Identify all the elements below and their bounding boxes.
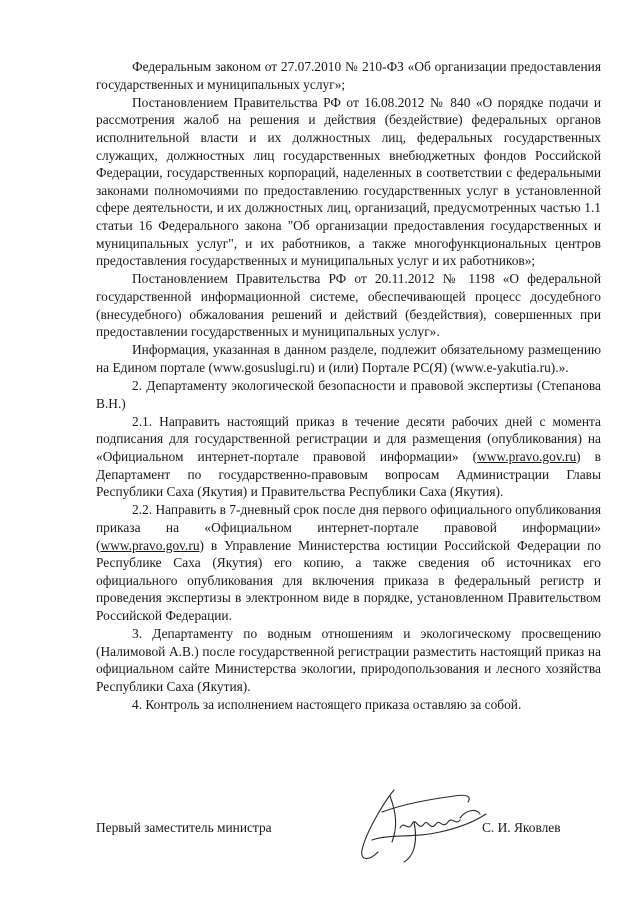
item-2-1-text-after: ) в Департамент по государственно-правовым вопросам Администрации Главы Республики Саха (Якутия) и Правительства Республики Саха (Якутия). bbox=[96, 449, 601, 500]
item-2-2-pravo-link[interactable]: www.pravo.gov.ru bbox=[100, 537, 200, 553]
item-2-2-text-after: ) в Управление Министерства юстиции Российской Федерации по Республике Саха (Якутия) его копию, а также сведения об источниках его официального опубликования для включения приказа в федеральный регистр и проведения экспертизы в электронном виде в порядке, установленном Правительством Российской Федерации. bbox=[96, 537, 601, 623]
paragraph-law-210fz: Федеральным законом от 27.07.2010 № 210-ФЗ «Об организации предоставления государственных и муниципальных услуг»; bbox=[96, 59, 601, 92]
handwritten-signature bbox=[344, 782, 504, 867]
signature-block bbox=[96, 820, 601, 850]
document-body bbox=[96, 58, 601, 714]
item-2-2-text-before: 2.2. Направить в 7-дневный срок после дня первого официального опубликования приказа на «Официальном интернет-портале правовой информации» ( bbox=[96, 502, 601, 553]
signatory-role: Первый заместитель министра bbox=[96, 820, 272, 835]
paragraph-resolution-840: Постановлением Правительства РФ от 16.08.2012 № 840 «О порядке подачи и рассмотрения жалоб на решения и действия (бездействие) федеральных органов исполнительной власти и их должностных лиц, федеральных государственных служащих, должностных лиц государственных внебюджетных фондов Российской Федерации, государственных корпораций, наделенных в соответствии с федеральными законами полномочиями по предоставлению государственных услуг в установленной сфере деятельности, и их должностных лиц, организаций, предусмотренных частью 1.1 статьи 16 Федерального закона "Об организации предоставления государственных и муниципальных услуг", и их работников, а также многофункциональных центров предоставления государственных и муниципальных услуг и их работников»; bbox=[96, 94, 601, 269]
item-2-1-text-before: 2.1. Направить настоящий приказ в течение десяти рабочих дней с момента подписания для государственной регистрации и для размещения (опубликования) на «Официальном интернет-портале правовой информации» ( bbox=[96, 413, 601, 465]
paragraph-item-2-1 bbox=[96, 413, 601, 501]
item-2-1-pravo-link[interactable]: www.pravo.gov.ru bbox=[477, 449, 577, 465]
paragraph-information-portals: Информация, указанная в данном разделе, подлежит обязательному размещению на Едином портале (www.gosuslugi.ru) и (или) Портале РС(Я) (www.e-yakutia.ru).». bbox=[96, 342, 601, 375]
paragraph-resolution-1198: Постановлением Правительства РФ от 20.11.2012 № 1198 «О федеральной государственной информационной системе, обеспечивающей процесс досудебного (внесудебного) обжалования решений и действий (бездействия), совершенных при предоставлении государственных и муниципальных услуг». bbox=[96, 271, 601, 340]
paragraph-item-4: 4. Контроль за исполнением настоящего приказа оставляю за собой. bbox=[132, 697, 522, 713]
paragraph-item-2-2 bbox=[96, 501, 601, 624]
paragraph-item-2: 2. Департаменту экологической безопасности и правовой экспертизы (Степанова В.Н.) bbox=[96, 378, 601, 411]
signatory-name: С. И. Яковлев bbox=[482, 820, 561, 835]
paragraph-item-3: 3. Департаменту по водным отношениям и экологическому просвещению (Налимовой А.В.) после государственной регистрации разместить настоящий приказ на официальном сайте Министерства экологии, природопользования и лесного хозяйства Республики Саха (Якутия). bbox=[96, 626, 601, 694]
